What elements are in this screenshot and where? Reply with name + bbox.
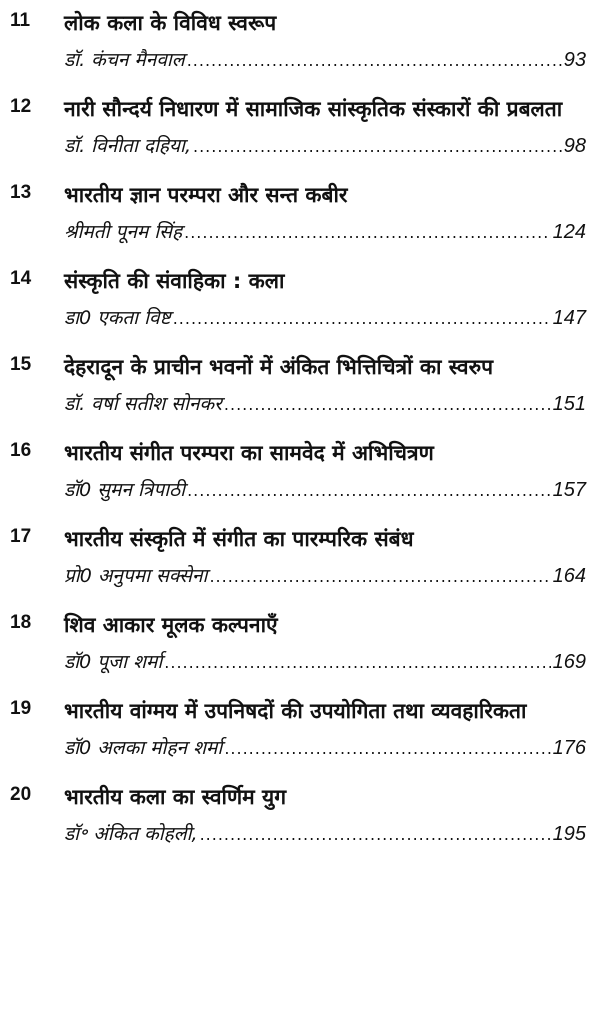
entry-author: डॉ0 अलका मोहन शर्मा: [64, 737, 223, 759]
entry-author: डॉ. विनीता दहिया,: [64, 135, 191, 157]
toc-entry: [0, 90, 600, 164]
entry-number: 17: [10, 526, 32, 547]
entry-title: भारतीय संस्कृति में संगीत का पारम्परिक संबंध: [64, 527, 414, 551]
toc-entry: [0, 520, 600, 594]
dot-leader: [193, 129, 562, 165]
toc-entry: [0, 692, 600, 766]
entry-number: 13: [10, 182, 32, 203]
entry-page: 164: [552, 565, 586, 587]
dot-leader: [200, 817, 551, 853]
entry-author: प्रो0 अनुपमा सक्सेना: [64, 565, 208, 587]
entry-author: डॉ. कंचन मैनवाल: [64, 49, 185, 71]
entry-title: संस्कृति की संवाहिका : कला: [64, 269, 285, 293]
author-line: [64, 128, 586, 164]
entry-number: 20: [10, 784, 32, 805]
entry-title: भारतीय वांग्मय में उपनिषदों की उपयोगिता तथा व्यवहारिकता: [64, 699, 527, 723]
author-line: [64, 558, 586, 594]
table-of-contents: [0, 4, 600, 864]
author-line: [64, 816, 586, 852]
entry-number: 11: [10, 10, 31, 31]
entry-page: 176: [552, 737, 586, 759]
dot-leader: [224, 731, 550, 767]
author-line: [64, 300, 586, 336]
dot-leader: [184, 215, 551, 251]
entry-title: भारतीय संगीत परम्परा का सामवेद में अभिचित्रण: [64, 441, 434, 465]
entry-number: 16: [10, 440, 32, 461]
entry-number: 12: [10, 96, 32, 117]
entry-author: डॉ. वर्षा सतीश सोनकर: [64, 393, 222, 415]
entry-page: 169: [552, 651, 586, 673]
entry-number: 19: [10, 698, 32, 719]
toc-entry: [0, 176, 600, 250]
author-line: [64, 386, 586, 422]
entry-page: 195: [552, 823, 586, 845]
dot-leader: [224, 387, 551, 423]
toc-entry: [0, 434, 600, 508]
entry-title: नारी सौन्दर्य निधारण में सामाजिक सांस्कृतिक संस्कारों की प्रबलता: [64, 97, 563, 121]
entry-page: 98: [563, 135, 586, 157]
author-line: [64, 42, 586, 78]
entry-author: डॉ0 पूजा शर्मा: [64, 651, 163, 673]
entry-number: 14: [10, 268, 32, 289]
entry-title: शिव आकार मूलक कल्पनाएँ: [64, 613, 278, 637]
toc-entry: [0, 4, 600, 78]
entry-number: 18: [10, 612, 32, 633]
dot-leader: [164, 645, 550, 681]
entry-author: डॉ0 सुमन त्रिपाठी: [64, 479, 186, 501]
dot-leader: [187, 43, 562, 79]
toc-entry: [0, 778, 600, 852]
author-line: [64, 644, 586, 680]
entry-page: 124: [552, 221, 586, 243]
toc-entry: [0, 348, 600, 422]
entry-page: 147: [552, 307, 586, 329]
author-line: [64, 472, 586, 508]
entry-author: श्रीमती पूनम सिंह: [64, 221, 183, 243]
entry-author: डा0 एकता विष्ट: [64, 307, 171, 329]
entry-number: 15: [10, 354, 32, 375]
entry-title: भारतीय कला का स्वर्णिम युग: [64, 785, 287, 809]
entry-title: देहरादून के प्राचीन भवनों में अंकित भित्तिचित्रों का स्वरुप: [64, 355, 494, 379]
entry-title: भारतीय ज्ञान परम्परा और सन्त कबीर: [64, 183, 348, 207]
dot-leader: [209, 559, 550, 595]
author-line: [64, 730, 586, 766]
toc-entry: [0, 262, 600, 336]
entry-author: डॉ॰ अंकित कोहली,: [64, 823, 198, 845]
entry-page: 93: [563, 49, 586, 71]
entry-page: 157: [552, 479, 586, 501]
entry-title: लोक कला के विविध स्वरूप: [64, 11, 277, 35]
dot-leader: [187, 473, 551, 509]
toc-entry: [0, 606, 600, 680]
entry-page: 151: [552, 393, 586, 415]
dot-leader: [173, 301, 551, 337]
author-line: [64, 214, 586, 250]
